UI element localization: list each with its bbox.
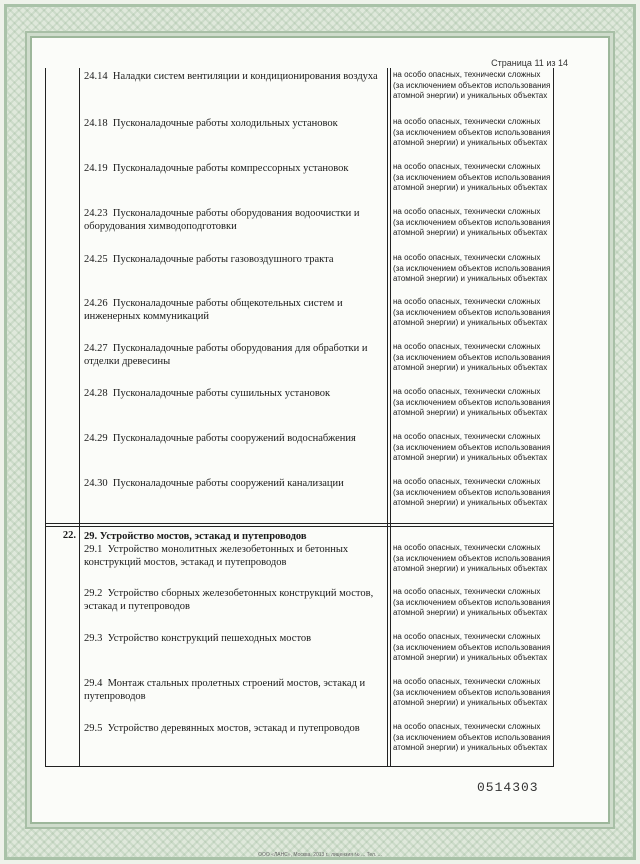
work-condition: на особо опасных, технически сложных (за исключением объектов использования атомной энергии) и уникальных объектах [393,387,551,417]
work-name: 24.18 Пусконаладочные работы холодильных установок [84,118,338,129]
work-condition: на особо опасных, технически сложных (за исключением объектов использования атомной энергии) и уникальных объектах [393,432,551,462]
work-name: 29.1 Устройство монолитных железобетонных и бетонных конструкций мостов, эстакад и путепроводов [84,544,349,568]
printer-imprint: ООО «ЛАНС», Москва, 2013 г., лицензия № ... Тел. ... [258,852,382,858]
work-condition: на особо опасных, технически сложных (за исключением объектов использования атомной энергии) и уникальных объектах [393,722,551,752]
work-name: 24.23 Пусконаладочные работы оборудования водоочистки и оборудования химводоподготовки [84,208,360,232]
work-name: 24.29 Пусконаладочные работы сооружений водоснабжения [84,433,356,444]
work-condition: на особо опасных, технически сложных (за исключением объектов использования атомной энергии) и уникальных объектах [393,587,551,617]
work-condition: на особо опасных, технически сложных (за исключением объектов использования атомной энергии) и уникальных объектах [393,253,551,283]
work-condition: на особо опасных, технически сложных (за исключением объектов использования атомной энергии) и уникальных объектах [393,342,551,372]
work-name: 29.3 Устройство конструкций пешеходных мостов [84,633,312,644]
section-heading: 29. Устройство мостов, эстакад и путепроводов [84,531,307,542]
work-name: 24.26 Пусконаладочные работы общекотельных систем и инженерных коммуникаций [84,298,343,322]
work-name: 24.27 Пусконаладочные работы оборудования для обработки и отделки древесины [84,343,368,367]
work-condition: на особо опасных, технически сложных (за исключением объектов использования атомной энергии) и уникальных объектах [393,297,551,327]
work-condition: на особо опасных, технически сложных (за исключением объектов использования атомной энергии) и уникальных объектах [393,117,551,147]
work-condition: на особо опасных, технически сложных (за исключением объектов использования атомной энергии) и уникальных объектах [393,70,551,100]
work-condition: на особо опасных, технически сложных (за исключением объектов использования атомной энергии) и уникальных объектах [393,632,551,662]
work-name: 24.25 Пусконаладочные работы газовоздушного тракта [84,254,334,265]
serial-number: 0514303 [477,780,539,795]
work-name: 29.5 Устройство деревянных мостов, эстакад и путепроводов [84,723,360,734]
work-name: 29.4 Монтаж стальных пролетных строений мостов, эстакад и путепроводов [84,678,366,702]
work-name: 29.2 Устройство сборных железобетонных конструкций мостов, эстакад и путепроводов [84,588,374,612]
work-name: 24.28 Пусконаладочные работы сушильных установок [84,388,331,399]
work-condition: на особо опасных, технически сложных (за исключением объектов использования атомной энергии) и уникальных объектах [393,162,551,192]
row-number: 22. [62,530,76,541]
work-condition: на особо опасных, технически сложных (за исключением объектов использования атомной энергии) и уникальных объектах [393,207,551,237]
work-name: 24.14 Наладки систем вентиляции и кондиционирования воздуха [84,71,378,82]
work-condition: на особо опасных, технически сложных (за исключением объектов использования атомной энергии) и уникальных объектах [393,677,551,707]
work-condition: на особо опасных, технически сложных (за исключением объектов использования атомной энергии) и уникальных объектах [393,543,551,573]
page-number: Страница 11 из 14 [491,58,568,68]
works-table [45,68,554,767]
work-name: 24.30 Пусконаладочные работы сооружений канализации [84,478,344,489]
work-name: 24.19 Пусконаладочные работы компрессорных установок [84,163,349,174]
work-condition: на особо опасных, технически сложных (за исключением объектов использования атомной энергии) и уникальных объектах [393,477,551,507]
